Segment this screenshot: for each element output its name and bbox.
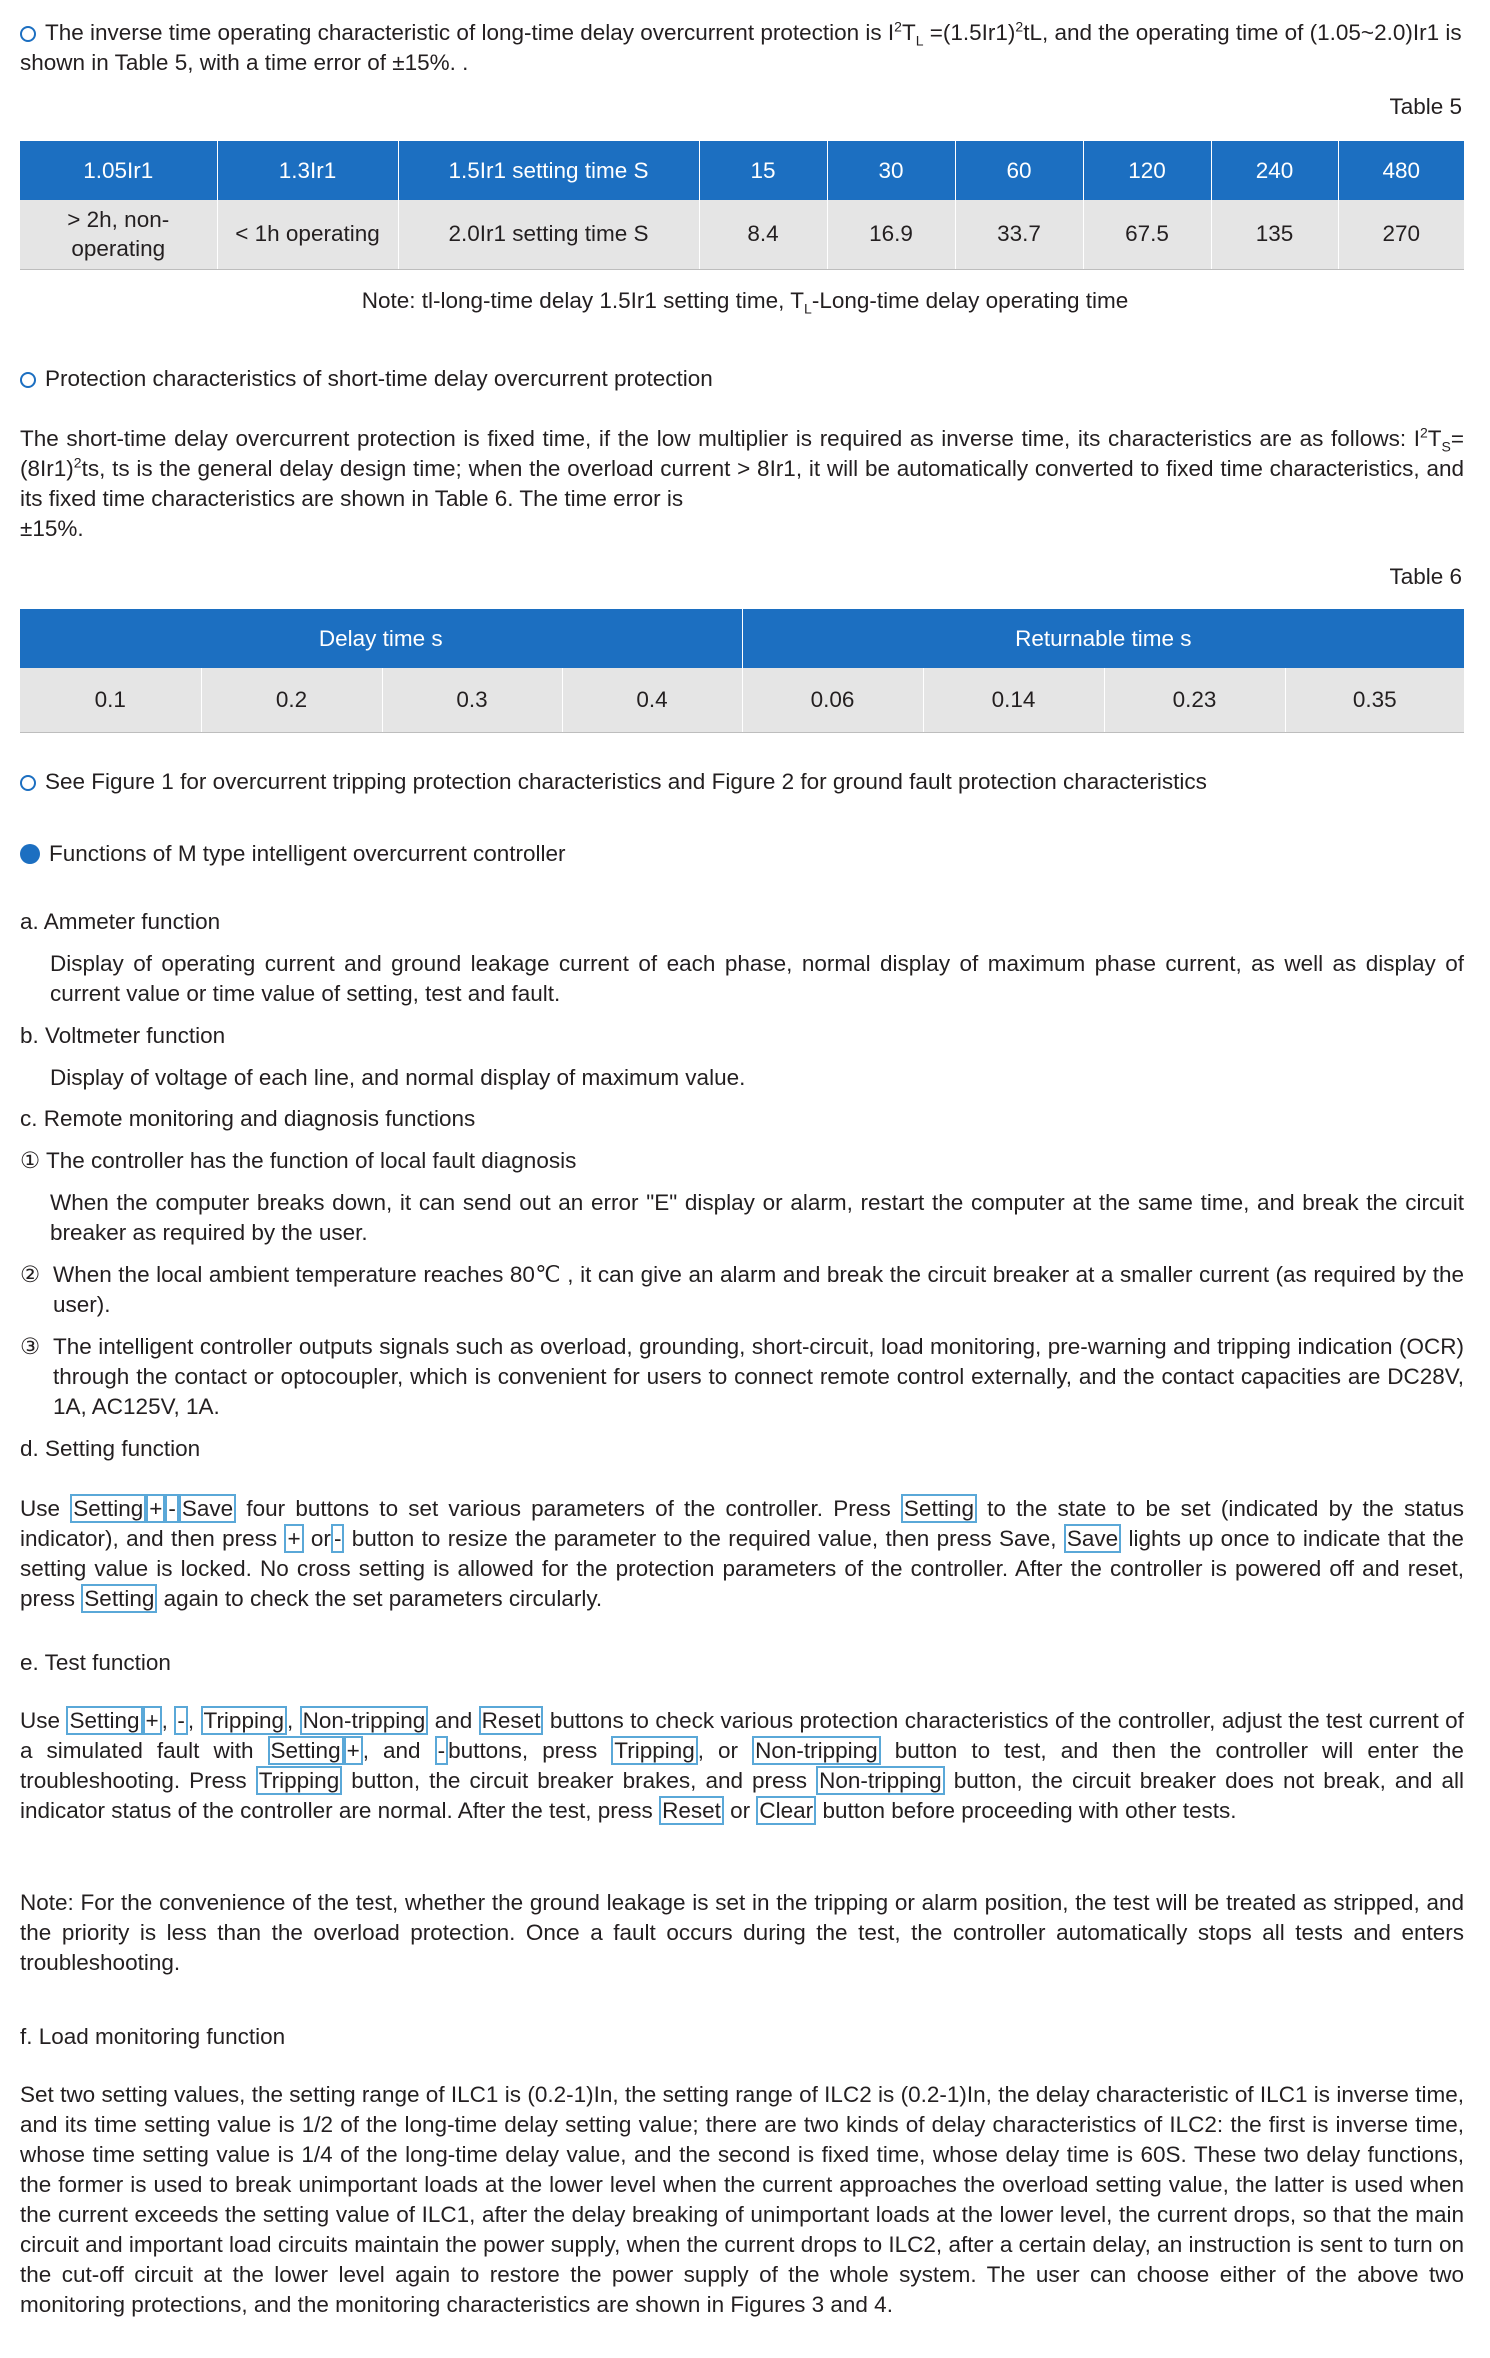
para-text: or bbox=[310, 1526, 331, 1551]
table-6 bbox=[20, 609, 1464, 733]
short-delay-heading bbox=[20, 364, 1464, 394]
para-text: and bbox=[434, 1708, 473, 1733]
minus-button: - bbox=[165, 1494, 179, 1523]
table-cell: 0.4 bbox=[562, 668, 742, 732]
para-text: button, the circuit breaker does not break, and all indicator status of the controller are normal. After the test, press bbox=[20, 1768, 1464, 1823]
reset-button: Reset bbox=[479, 1706, 544, 1735]
subscript: L bbox=[915, 32, 924, 49]
plus-button: + bbox=[143, 1706, 162, 1735]
table-cell bbox=[20, 200, 217, 269]
tripping-button: Tripping bbox=[611, 1736, 697, 1765]
minus-button: - bbox=[174, 1706, 188, 1735]
table-cell: < 1h operating bbox=[217, 200, 398, 269]
superscript: 2 bbox=[1419, 424, 1428, 441]
plus-button: + bbox=[284, 1524, 303, 1553]
save-button: Save bbox=[179, 1494, 236, 1523]
superscript: 2 bbox=[894, 18, 902, 35]
functions-heading bbox=[20, 839, 1464, 869]
plus-button: + bbox=[344, 1736, 363, 1765]
table-cell: 120 bbox=[1083, 141, 1211, 200]
table-cell: 0.23 bbox=[1104, 668, 1285, 732]
table-header-cell: Returnable time s bbox=[742, 609, 1464, 668]
func-f-body: Set two setting values, the setting range of ILC1 is (0.2-1)In, the setting range of ILC2 is (0.2-1)In, the delay characteristic of ILC1 is inverse time, and its time setting value is 1/2 of the long-time delay setting value; there are two kinds of delay characteristics of ILC2: the first is inverse time, whose time setting value is 1/4 of the long-time delay value, and the second is fixed time, whose delay time is 60S. These two delay functions, the former is used to break unimportant loads at the lower level when the current approaches the overload setting value, the latter is used when the current exceeds the setting value of ILC1, after the delay breaking of unimportant loads at the lower level, the current drops, so that the main circuit and important load circuits maintain the power supply, when the current drops to ILC2, after a certain delay, an instruction is sent to turn on the cut-off circuit at the lower level again to restore the power supply of the whole system. The user can choose either of the above two monitoring protections, and the monitoring characteristics are shown in Figures 3 and 4. bbox=[20, 2082, 1464, 2317]
func-f-title: f. Load monitoring function bbox=[20, 2024, 286, 2049]
table-cell: 240 bbox=[1211, 141, 1338, 200]
intro-text: The inverse time operating characteristic of long-time delay overcurrent protection is I bbox=[45, 20, 895, 45]
para-text: , and bbox=[362, 1738, 421, 1763]
table5-row-1 bbox=[20, 141, 1464, 200]
note-text: Note: tl-long-time delay 1.5Ir1 setting time, T bbox=[361, 288, 805, 313]
intro-text: tL, and the operating time of (1.05~2.0)Ir1 is shown in Table 5, with a time error of ±15%. . bbox=[20, 20, 1462, 75]
setting-button: Setting bbox=[268, 1736, 344, 1765]
table-cell: 1.5Ir1 setting time S bbox=[398, 141, 699, 200]
para-text: to the state to be set (indicated by the status indicator), and then press bbox=[20, 1496, 1464, 1551]
intro-text: T bbox=[901, 20, 916, 45]
table-header-cell: Delay time s bbox=[20, 609, 742, 668]
table-cell: 0.1 bbox=[20, 668, 201, 732]
non-tripping-button: Non-tripping bbox=[816, 1766, 945, 1795]
table-cell: 1.05Ir1 bbox=[20, 141, 217, 200]
table-cell: 0.14 bbox=[923, 668, 1104, 732]
para-text: T bbox=[1427, 426, 1442, 451]
figure-reference bbox=[20, 767, 1464, 797]
table-cell: 2.0Ir1 setting time S bbox=[398, 200, 699, 269]
note-text: -Long-time delay operating time bbox=[811, 288, 1129, 313]
table-cell: 0.2 bbox=[201, 668, 382, 732]
plus-button: + bbox=[146, 1494, 165, 1523]
minus-button: - bbox=[435, 1736, 449, 1765]
heading-text: Functions of M type intelligent overcurrent controller bbox=[49, 841, 566, 866]
table5-row-2 bbox=[20, 200, 1464, 269]
circle-bullet-icon bbox=[20, 26, 36, 42]
func-c-item-1: ① The controller has the function of local fault diagnosis bbox=[20, 1148, 577, 1173]
circle-bullet-icon bbox=[20, 372, 36, 388]
para-text: ts, ts is the general delay design time; when the overload current > 8Ir1, it will be automatically converted to fixed time characteristics, and its fixed time characteristics are shown in Table 6. The time error is bbox=[20, 456, 1464, 511]
func-d-title: d. Setting function bbox=[20, 1436, 201, 1461]
heading-text: Protection characteristics of short-time delay overcurrent protection bbox=[45, 366, 713, 391]
para-text: button before proceeding with other tests. bbox=[822, 1798, 1237, 1823]
item-text: When the local ambient temperature reaches 80℃ , it can give an alarm and break the circuit breaker at a smaller current (as required by the user). bbox=[53, 1262, 1464, 1317]
table-cell: 480 bbox=[1338, 141, 1464, 200]
non-tripping-button: Non-tripping bbox=[300, 1706, 429, 1735]
minus-button: - bbox=[331, 1524, 345, 1553]
subscript: L bbox=[804, 300, 812, 317]
func-a-title: a. Ammeter function bbox=[20, 909, 221, 934]
table6-value-row bbox=[20, 668, 1464, 732]
table6-caption: Table 6 bbox=[1389, 564, 1462, 589]
tripping-button: Tripping bbox=[256, 1766, 342, 1795]
para-text: four buttons to set various parameters of the controller. Press bbox=[246, 1496, 891, 1521]
setting-button: Setting bbox=[66, 1706, 142, 1735]
table6-header-row bbox=[20, 609, 1464, 668]
func-c-item-3 bbox=[20, 1332, 1464, 1422]
save-button: Save bbox=[1064, 1524, 1121, 1553]
non-tripping-button: Non-tripping bbox=[752, 1736, 881, 1765]
func-c-title: c. Remote monitoring and diagnosis functions bbox=[20, 1106, 476, 1131]
item-text: The intelligent controller outputs signals such as overload, grounding, short-circuit, load monitoring, pre-warning and tripping indication (OCR) through the contact or optocoupler, which is convenient for users to connect remote control externally, and the contact capacities are DC28V, 1A, AC125V, 1A. bbox=[53, 1334, 1464, 1419]
para-text: button to test, and then the controller will enter the troubleshooting. Press bbox=[20, 1738, 1464, 1793]
intro-text: =(1.5Ir1) bbox=[923, 20, 1016, 45]
func-e-note: Note: For the convenience of the test, whether the ground leakage is set in the tripping or alarm position, the test will be treated as stripped, and the priority is less than the overload protection. Once a fault occurs during the test, the controller automatically stops all tests and enters troubleshooting. bbox=[20, 1890, 1464, 1975]
para-text: again to check the set parameters circularly. bbox=[163, 1586, 603, 1611]
para-text: The short-time delay overcurrent protection is fixed time, if the low multiplier is required as inverse time, its characteristics are as follows: I bbox=[20, 426, 1420, 451]
table5-caption: Table 5 bbox=[1389, 94, 1462, 119]
table-cell: 30 bbox=[827, 141, 955, 200]
short-delay-paragraph-end: ±15%. bbox=[20, 516, 84, 541]
table-cell: 16.9 bbox=[827, 200, 955, 269]
table-cell: 8.4 bbox=[699, 200, 827, 269]
table-cell: 67.5 bbox=[1083, 200, 1211, 269]
tripping-button: Tripping bbox=[201, 1706, 287, 1735]
para-text: or bbox=[730, 1798, 751, 1823]
func-b-body: Display of voltage of each line, and normal display of maximum value. bbox=[50, 1065, 746, 1090]
func-e-body: Use Setting + , - , Tripping , Non-tripping and Reset buttons to check various protection characteristics of the controller, adjust the test current of a simulated fault with Setting + , and - buttons, press Tripping , or Non-tripping button to test, and then the controller will enter the troubleshooting. Press Tripping button, the circuit breaker brakes, and press Non-tripping button, the circuit breaker does not break, and all indicator status of the controller are normal. After the test, press Reset or Clear button before proceeding with other tests. bbox=[20, 1708, 1464, 1823]
table-cell: 0.3 bbox=[382, 668, 562, 732]
superscript: 2 bbox=[73, 454, 82, 471]
subscript: S bbox=[1441, 438, 1451, 455]
cell-text: > 2h, non-operating bbox=[67, 207, 170, 262]
reset-button: Reset bbox=[659, 1796, 724, 1825]
func-a-body: Display of operating current and ground leakage current of each phase, normal display of maximum phase current, as well as display of current value or time value of setting, test and fault. bbox=[50, 951, 1464, 1006]
short-delay-paragraph bbox=[20, 424, 1464, 514]
table5-note bbox=[0, 286, 1490, 316]
para-text: button to resize the parameter to the required value, then press Save, bbox=[351, 1526, 1057, 1551]
setting-button: Setting bbox=[901, 1494, 977, 1523]
table-cell: 135 bbox=[1211, 200, 1338, 269]
setting-button: Setting bbox=[81, 1584, 157, 1613]
para-text: , or bbox=[697, 1738, 739, 1763]
table-cell: 0.06 bbox=[742, 668, 923, 732]
para-text: lights up once to indicate that the setting value is locked. No cross setting is allowed for the protection parameters of the controller. After the controller is powered off and reset, press bbox=[20, 1526, 1464, 1611]
para-text: Use bbox=[20, 1496, 61, 1521]
para-text: buttons to check various protection characteristics of the controller, adjust the test current of a simulated fault with bbox=[20, 1708, 1464, 1763]
table-5 bbox=[20, 141, 1464, 270]
func-c-item-1-body: When the computer breaks down, it can send out an error "E" display or alarm, restart the computer at the same time, and break the circuit breaker as required by the user. bbox=[50, 1190, 1464, 1245]
func-c-item-2 bbox=[20, 1260, 1464, 1320]
para-text: Use bbox=[20, 1708, 61, 1733]
table-cell: 0.35 bbox=[1285, 668, 1464, 732]
para-text: button, the circuit breaker brakes, and press bbox=[351, 1768, 808, 1793]
table-cell: 270 bbox=[1338, 200, 1464, 269]
para-text: =(8Ir1) bbox=[20, 426, 1464, 481]
circled-number: ② bbox=[20, 1262, 41, 1287]
circle-bullet-icon bbox=[20, 775, 36, 791]
clear-button: Clear bbox=[756, 1796, 816, 1825]
long-delay-intro bbox=[20, 18, 1464, 78]
func-d-body bbox=[20, 1494, 1464, 1614]
superscript: 2 bbox=[1015, 18, 1024, 35]
setting-button: Setting bbox=[70, 1494, 146, 1523]
figure-ref-text: See Figure 1 for overcurrent tripping protection characteristics and Figure 2 for ground fault protection characteristics bbox=[45, 769, 1207, 794]
func-e-title: e. Test function bbox=[20, 1650, 171, 1675]
table-cell: 15 bbox=[699, 141, 827, 200]
func-b-title: b. Voltmeter function bbox=[20, 1023, 226, 1048]
circled-number: ③ bbox=[20, 1334, 41, 1359]
table-cell: 60 bbox=[955, 141, 1083, 200]
para-text: buttons, press bbox=[448, 1738, 598, 1763]
table-cell: 33.7 bbox=[955, 200, 1083, 269]
table-cell: 1.3Ir1 bbox=[217, 141, 398, 200]
filled-bullet-icon bbox=[20, 844, 40, 864]
